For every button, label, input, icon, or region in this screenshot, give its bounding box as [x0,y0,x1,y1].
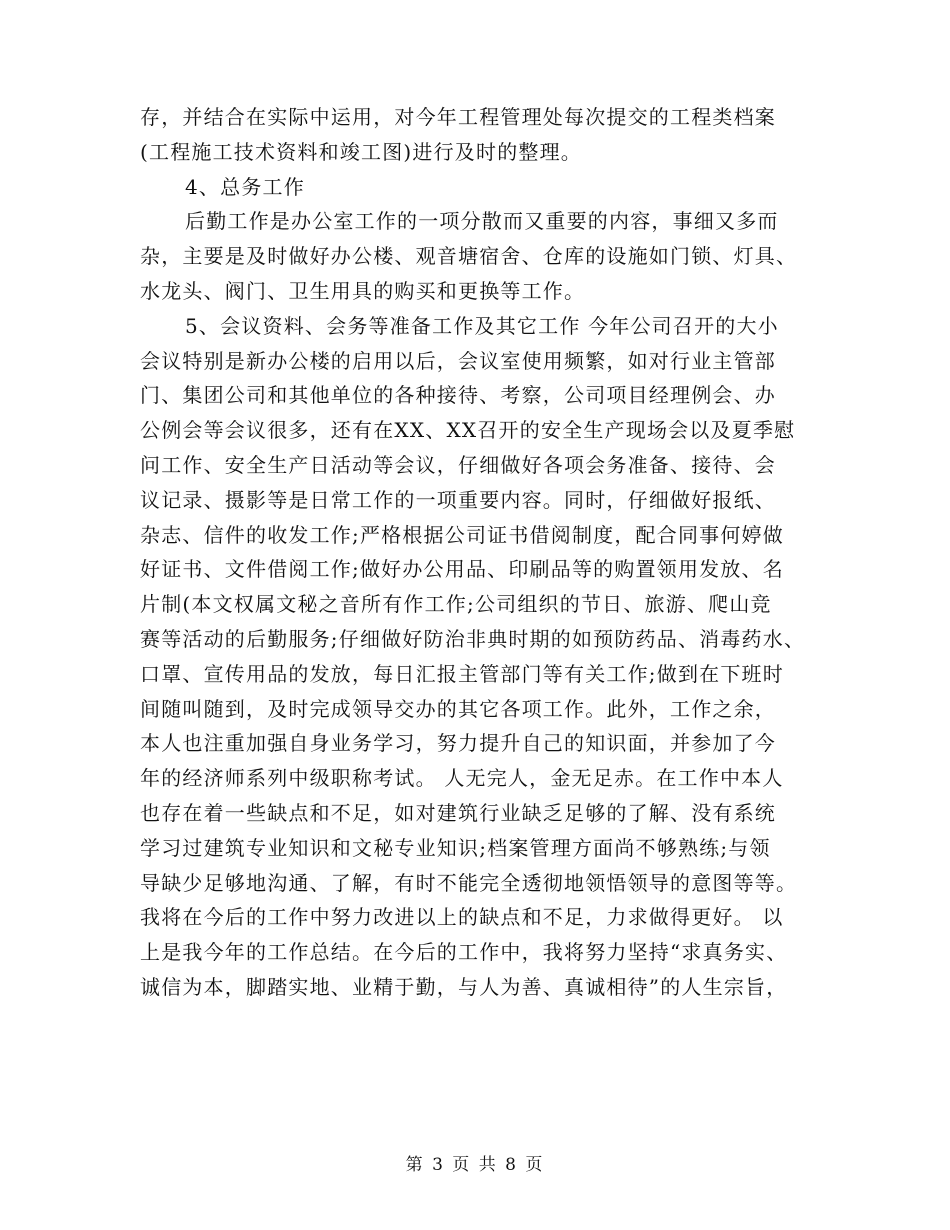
page-number-footer: 第 3 页 共 8 页 [405,1155,545,1175]
text-line: 间随叫随到，及时完成领导交办的其它各项工作。此外，工作之余， [140,696,776,721]
text-line: 好证书、文件借阅工作;做好办公用品、印刷品等的购置领用发放、名 [140,557,784,582]
text-line: 议记录、摄影等是日常工作的一项重要内容。同时，仔细做好报纸、 [140,487,776,512]
text-line: 口罩、宣传用品的发放，每日汇报主管部门等有关工作;做到在下班时 [140,661,784,686]
text-line: 公例会等会议很多，还有在XX、XX召开的安全生产现场会以及夏季慰 [140,418,796,443]
text-line: 年的经济师系列中级职称考试。 人无完人，金无足赤。在工作中本人 [140,766,784,791]
text-line: 我将在今后的工作中努力改进以上的缺点和不足，力求做得更好。 以 [140,905,784,930]
text-line: 水龙头、阀门、卫生用具的购买和更换等工作。 [140,278,586,303]
text-line: 也存在着一些缺点和不足，如对建筑行业缺乏足够的了解、没有系统 [140,800,776,825]
text-line: 后勤工作是办公室工作的一项分散而又重要的内容，事细又多而 [185,209,779,234]
text-line: 会议特别是新办公楼的启用以后，会议室使用频繁，如对行业主管部 [140,348,776,373]
text-line: 赛等活动的后勤服务;仔细做好防治非典时期的如预防药品、消毒药水、 [140,626,806,651]
document-body [140,100,820,1005]
text-line: 学习过建筑专业知识和文秘专业知识;档案管理方面尚不够熟练;与领 [140,835,771,860]
text-line: 上是我今年的工作总结。在今后的工作中，我将努力坚持“求真务实、 [140,940,788,965]
text-line: (工程施工技术资料和竣工图)进行及时的整理。 [140,139,583,164]
text-line: 杂，主要是及时做好办公楼、观音塘宿舍、仓库的设施如门锁、灯具、 [140,244,798,269]
text-line: 5、会议资料、会务等准备工作及其它工作 今年公司召开的大小 [185,313,779,338]
text-line: 本人也注重加强自身业务学习，努力提升自己的知识面，并参加了今 [140,731,776,756]
text-line: 片制(本文权属文秘之音所有作工作;公司组织的节日、旅游、爬山竞 [140,592,772,617]
text-line: 导缺少足够地沟通、了解，有时不能完全透彻地领悟领导的意图等等。 [140,870,798,895]
text-line: 杂志、信件的收发工作;严格根据公司证书借阅制度，配合同事何婷做 [140,522,784,547]
text-line: 诚信为本，脚踏实地、业精于勤，与人为善、真诚相待”的人生宗旨， [140,974,788,999]
text-line: 问工作、安全生产日活动等会议，仔细做好各项会务准备、接待、会 [140,452,776,477]
text-line: 存，并结合在实际中运用，对今年工程管理处每次提交的工程类档案 [140,105,776,129]
text-line: 门、集团公司和其他单位的各种接待、考察，公司项目经理例会、办 [140,383,776,408]
text-line: 4、总务工作 [185,174,305,199]
